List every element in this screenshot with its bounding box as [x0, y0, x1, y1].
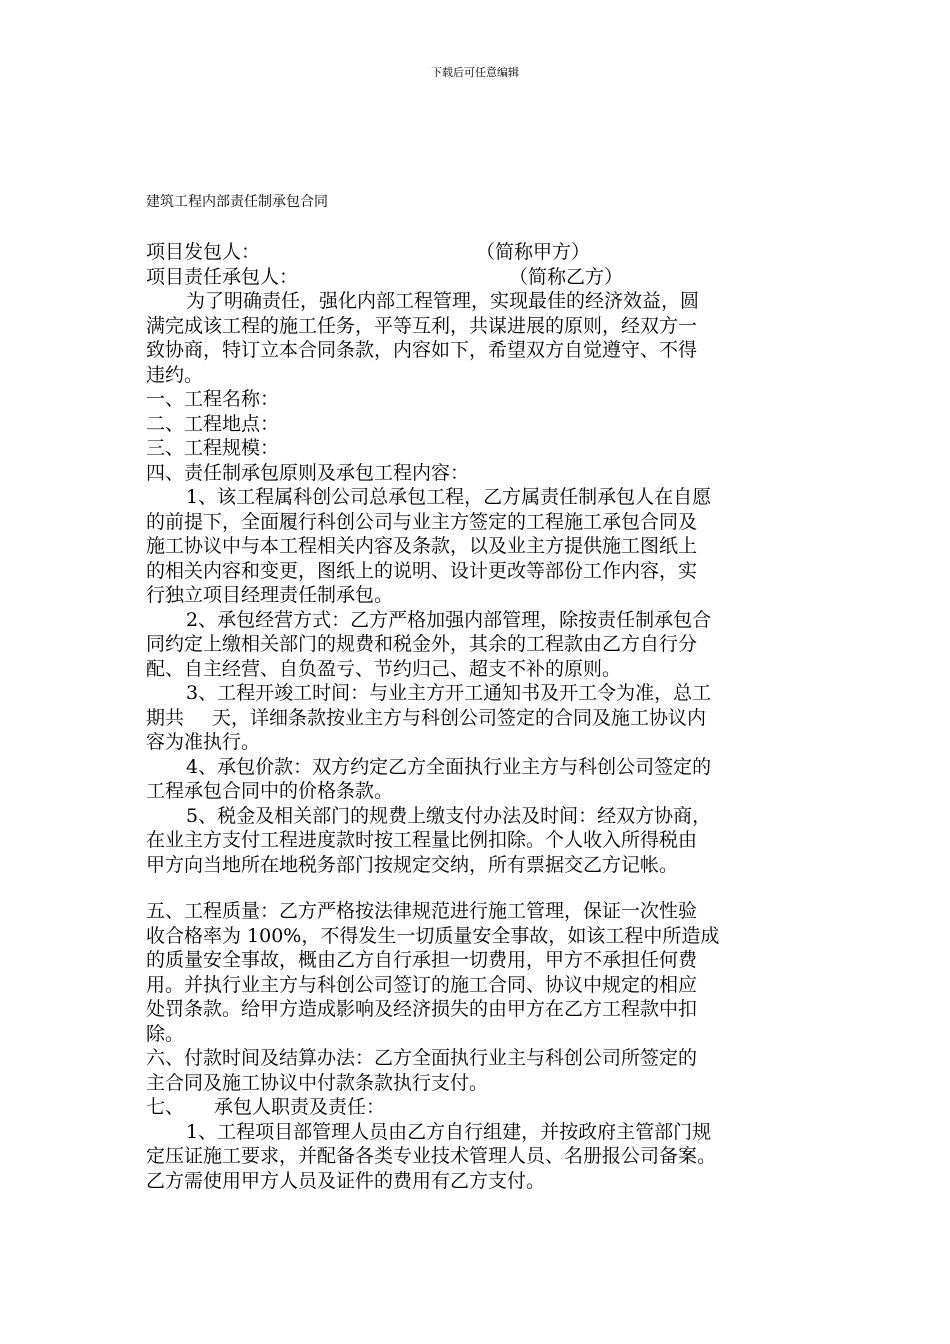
clause-line: 的前提下，全面履行科创公司与业主方签定的工程施工承包合同及	[146, 510, 698, 533]
intro-line: 为了明确责任，强化内部工程管理，实现最佳的经济效益，圆	[186, 290, 700, 312]
intro-line: 满完成该工程的施工任务，平等互利，共谋进展的原则，经双方一	[146, 314, 698, 337]
clause-line: 5、税金及相关部门的规费上缴支付办法及时间：经双方协商，	[186, 804, 712, 827]
duration-suffix: 天，详细条款按业主方与科创公司签定的合同及施工协议内	[212, 706, 707, 729]
item-project-scale: 三、工程规模：	[146, 437, 280, 459]
intro-line: 致协商，特订立本合同条款，内容如下，希望双方自觉遵守、不得	[146, 339, 698, 361]
clause-line: 2、承包经营方式：乙方严格加强内部管理，除按责任制承包合	[186, 608, 712, 631]
document-title: 建筑工程内部责任制承包合同	[146, 194, 328, 210]
clause-line: 同约定上缴相关部门的规费和税金外，其余的工程款由乙方自行分	[146, 633, 698, 655]
clause-line: 在业主方支付工程进度款时按工程量比例扣除。个人收入所得税由	[146, 829, 698, 851]
clause-line: 1、该工程属科创公司总承包工程，乙方属责任制承包人在自愿	[186, 486, 712, 508]
payment-line: 六、付款时间及结算办法：乙方全面执行业主与科创公司所签定的	[146, 1047, 698, 1069]
clause-line: 的相关内容和变更，图纸上的说明、设计更改等部份工作内容，实	[146, 559, 698, 582]
clause-line: 施工协议中与本工程相关内容及条款，以及业主方提供施工图纸上	[146, 535, 698, 557]
duty-line: 定压证施工要求，并配备各类专业技术管理人员、名册报公司备案。	[146, 1145, 717, 1167]
clause-line-duration	[146, 706, 826, 731]
clause-line: 工程承包合同中的价格条款。	[146, 780, 394, 802]
quality-line: 处罚条款。给甲方造成影响及经济损失的由甲方在乙方工程款中扣	[146, 998, 698, 1020]
clause-line: 行独立项目经理责任制承包。	[146, 584, 394, 606]
clause-line: 4、承包价款：双方约定乙方全面执行业主方与科创公司签定的	[186, 755, 712, 778]
section-title: 承包人职责及责任：	[214, 1096, 386, 1118]
duty-line: 乙方需使用甲方人员及证件的费用有乙方支付。	[146, 1169, 546, 1192]
clause-line: 3、工程开竣工时间：与业主方开工通知书及开工令为准，总工	[186, 682, 712, 704]
item-project-name: 一、工程名称：	[146, 388, 280, 410]
duration-prefix: 期共	[146, 706, 185, 729]
page-header-note: 下载后可任意编辑	[431, 66, 519, 79]
clause-line: 甲方向当地所在地税务部门按规定交纳，所有票据交乙方记帐。	[146, 853, 679, 876]
quality-line: 收合格率为 100%，不得发生一切质量安全事故，如该工程中所造成	[146, 924, 720, 947]
quality-line: 的质量安全事故，概由乙方自行承担一切费用，甲方不承担任何费	[146, 949, 698, 971]
party-a-label: 项目发包人：	[146, 241, 261, 263]
party-a-line	[146, 240, 826, 265]
party-b-abbr: （简称乙方）	[509, 265, 624, 288]
party-b-line	[146, 265, 826, 290]
quality-line: 五、工程质量：乙方严格按法律规范进行施工管理，保证一次性验	[146, 900, 698, 922]
clause-line: 配、自主经营、自负盈亏、节约归己、超支不补的原则。	[146, 657, 622, 680]
clause-line: 容为准执行。	[146, 731, 261, 753]
item-project-location: 二、工程地点：	[146, 412, 280, 435]
party-a-abbr: （简称甲方）	[476, 241, 591, 263]
intro-line: 违约。	[146, 363, 204, 386]
quality-line: 除。	[146, 1022, 185, 1045]
party-b-label: 项目责任承包人：	[146, 265, 299, 288]
contractor-duties-heading	[146, 1095, 826, 1120]
duty-line: 1、工程项目部管理人员由乙方自行组建，并按政府主管部门规	[186, 1120, 712, 1143]
section-number: 七、	[146, 1096, 185, 1118]
paragraph-gap	[146, 877, 826, 899]
payment-line: 主合同及施工协议中付款条款执行支付。	[146, 1071, 489, 1094]
contract-body	[146, 240, 826, 1193]
quality-line: 用。并执行业主方与科创公司签订的施工合同、协议中规定的相应	[146, 973, 698, 996]
item-contract-principles: 四、责任制承包原则及承包工程内容：	[146, 461, 470, 484]
